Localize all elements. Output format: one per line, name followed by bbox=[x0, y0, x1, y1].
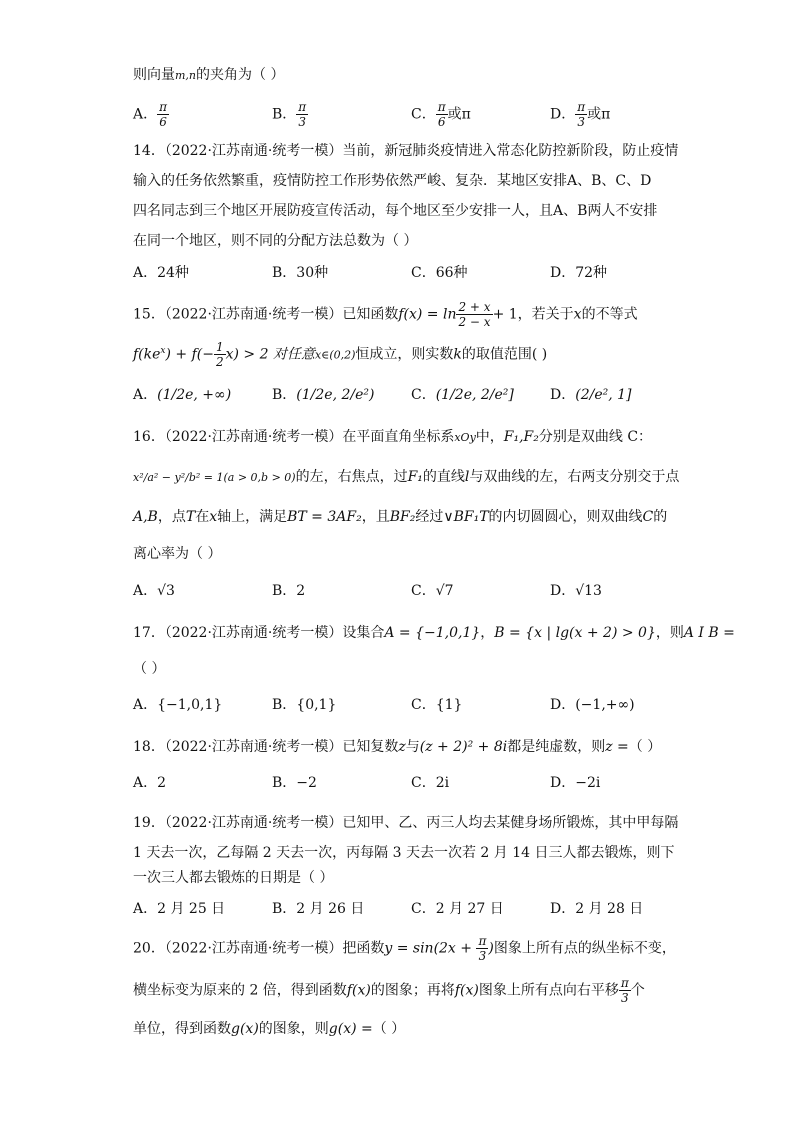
q20-line-1: 20．（2022·江苏南通·统考一模）把函数y = sin(2x + $\frac{\pi}{3}$ )图象上所有点的纵坐标不变， bbox=[133, 934, 676, 963]
q19-option-c: C．2 月 27 日 bbox=[411, 901, 504, 917]
q18-option-c: C．2i bbox=[411, 775, 450, 791]
q17-line-1: 17．（2022·江苏南通·统考一模）设集合A = {−1,0,1}，B = {x | lg(x + 2) > 0}，则A I B = bbox=[133, 625, 735, 641]
q20-line-2: 横坐标变为原来的 2 倍，得到函数f(x)的图象；再将f(x)图象上所有点向右平移 $\frac{\pi}{3}$ 个 bbox=[133, 976, 645, 1005]
q13-option-d: D． $\frac{\pi}{3}$ 或π bbox=[550, 100, 611, 129]
q16-option-c: C．√7 bbox=[411, 583, 454, 599]
q14-option-a: A．24种 bbox=[133, 265, 189, 281]
q16-line-3: A,B，点T在x轴上，满足BT = 3AF₂，且BF₂经过∨BF₁T的内切圆圆心，则双曲线C的 bbox=[133, 509, 668, 525]
q14-line-2: 输入的任务依然繁重，疫情防控工作形势依然严峻、复杂．某地区安排A、B、C、D bbox=[133, 173, 652, 189]
intro-line: 则向量m,n的夹角为（ ） bbox=[133, 67, 285, 83]
q15-option-c: C．(1/2e, 2/e²] bbox=[411, 387, 514, 403]
q18-option-a: A．2 bbox=[133, 775, 167, 791]
q17-option-d: D．(−1,+∞) bbox=[550, 697, 635, 713]
q19-line-1: 19．（2022·江苏南通·统考一模）已知甲、乙、丙三人均去某健身场所锻炼，其中甲每隔 bbox=[133, 815, 679, 831]
q19-line-2: 1 天去一次，乙每隔 2 天去一次，丙每隔 3 天去一次若 2 月 14 日三人都去锻炼，则下 bbox=[133, 845, 675, 861]
q13-option-a: A． $\frac{\pi}{6}$ bbox=[133, 100, 168, 129]
q18-option-b: B．−2 bbox=[272, 775, 317, 791]
q17-option-a: A．{−1,0,1} bbox=[133, 697, 223, 713]
q16-line-1: 16．（2022·江苏南通·统考一模）在平面直角坐标系xOy中，F₁,F₂分别是双曲线 C： bbox=[133, 429, 653, 445]
q19-option-b: B．2 月 26 日 bbox=[272, 901, 365, 917]
q14-option-d: D．72种 bbox=[550, 265, 608, 281]
q14-option-b: B．30种 bbox=[272, 265, 329, 281]
q19-option-a: A．2 月 25 日 bbox=[133, 901, 226, 917]
q14-line-4: 在同一个地区，则不同的分配方法总数为（ ） bbox=[133, 233, 418, 249]
q19-line-3: 一次三人都去锻炼的日期是（ ） bbox=[133, 870, 334, 886]
q14-option-c: C．66种 bbox=[411, 265, 468, 281]
q18-line-1: 18．（2022·江苏南通·统考一模）已知复数z与(z + 2)² + 8i都是纯虚数，则z =（ ） bbox=[133, 739, 662, 755]
q14-line-3: 四名同志到三个地区开展防疫宣传活动，每个地区至少安排一人，且A、B两人不安排 bbox=[133, 203, 658, 219]
q15-line-2: $f(ke^x) + f(-$ $\frac{1}{2}$ x) > 2 对任意x∈(0,2)恒成立，则实数k的取值范围( ) bbox=[133, 340, 548, 370]
q15-option-d: D．(2/e², 1] bbox=[550, 387, 632, 403]
q16-option-b: B．2 bbox=[272, 583, 306, 599]
q16-line-2: x²/a² − y²/b² = 1(a > 0,b > 0)的左，右焦点，过F₁的直线l与双曲线的左，右两支分别交于点 bbox=[133, 469, 680, 485]
q16-option-a: A．√3 bbox=[133, 583, 175, 599]
q14-line-1: 14．（2022·江苏南通·统考一模）当前，新冠肺炎疫情进入常态化防控新阶段，防止疫情 bbox=[133, 143, 679, 159]
q13-option-c: C． $\frac{\pi}{6}$ 或π bbox=[411, 100, 471, 129]
q17-line-2: （ ） bbox=[133, 661, 166, 677]
q13-option-b: B． $\frac{\pi}{3}$ bbox=[272, 100, 307, 129]
q16-option-d: D．√13 bbox=[550, 583, 602, 599]
q15-option-a: A．(1/2e, +∞) bbox=[133, 387, 232, 403]
q15-line-1: 15．（2022·江苏南通·统考一模）已知函数f(x) = ln $\frac{2 + x}{2 - x}$ + 1，若关于x的不等式 bbox=[133, 300, 638, 329]
q18-option-d: D．−2i bbox=[550, 775, 601, 791]
q15-option-b: B．(1/2e, 2/e²) bbox=[272, 387, 375, 403]
q17-option-c: C．{1} bbox=[411, 697, 463, 713]
q16-line-4: 离心率为（ ） bbox=[133, 546, 222, 562]
q20-line-3: 单位，得到函数g(x)的图象，则g(x) =（ ） bbox=[133, 1021, 406, 1037]
q19-option-d: D．2 月 28 日 bbox=[550, 901, 644, 917]
q17-option-b: B．{0,1} bbox=[272, 697, 337, 713]
